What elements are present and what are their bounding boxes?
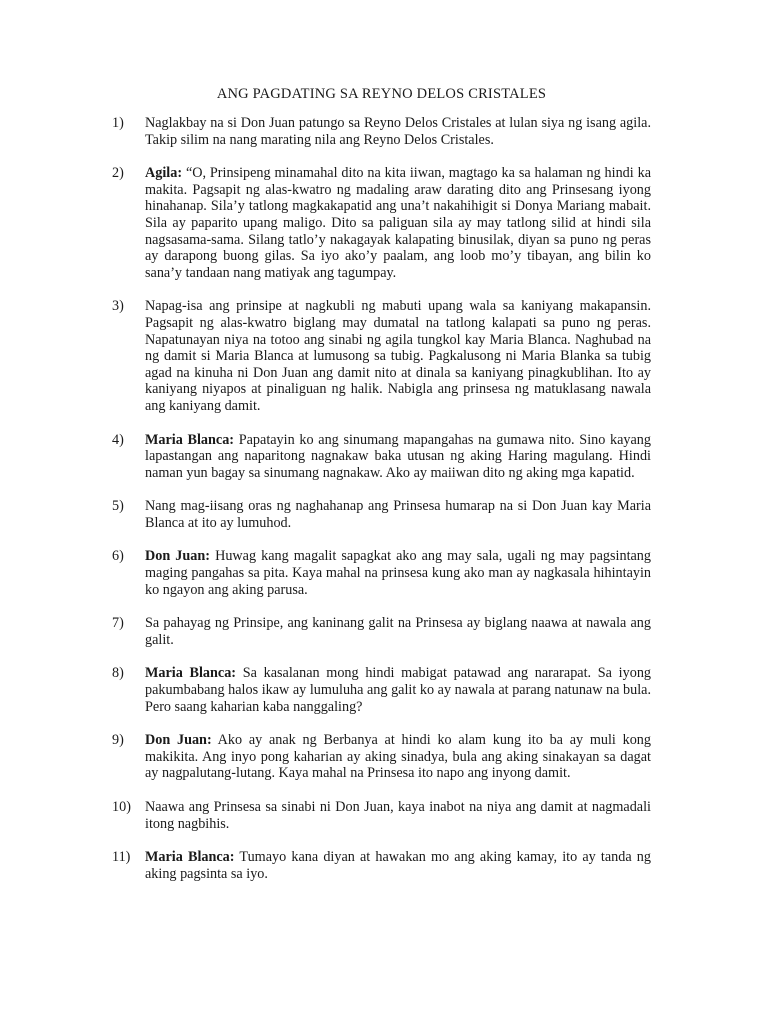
list-item [112,799,651,832]
item-body: Ako ay anak ng Berbanya at hindi ko alam kung ito ba ay muli kong makikita. Ang inyo pong kaharian ay aking sinadya, bula ang aking sinakayan sa dagat ay nagpalutang-lutang. Kaya mahal na Prinsesa ito napo ang inyong damit. [145,732,651,782]
item-text [145,432,651,482]
item-text [145,665,651,715]
item-text [145,849,651,882]
item-body: Sa kasalanan mong hindi mabigat patawad ang nararapat. Sa iyong pakumbabang halos ikaw ay lumuluha ang galit ko ay nawala at parang natunaw na bula. Pero saang kaharian kaba nanggaling? [145,665,652,715]
item-number: 9) [112,732,124,749]
item-body: Papatayin ko ang sinumang mapangahas na gumawa nito. Sino kayang lapastangan ang naparitong nagnakaw baka utusan ng aking Haring magulang. Hindi naman yun bagay sa sinumang nagnakaw. Ako ay maiiwan dito ng aking mga kapatid. [145,431,651,481]
item-number: 8) [112,665,124,682]
item-number: 1) [112,115,124,131]
item-body: Naawa ang Prinsesa sa sinabi ni Don Juan, kaya inabot na niya ang damit at nagmadali itong nagbihis. [145,799,651,832]
item-text [145,799,651,832]
numbered-list [112,115,651,882]
list-item [112,548,651,598]
list-item [112,115,651,148]
item-body: “O, Prinsipeng minamahal dito na kita iiwan, magtago ka sa halaman ng hindi ka makita. Pagsapit ng alas-kwatro ng madaling araw darating dito ang Prinsesang iyong hinahanap. Sila’y tatlong magkakapatid ang una’t nakahihigit si Donya Mariang mabait. Sila ay paparito upang maligo. Dito sa paliguan sila ay may tatlong silid at hindi sila nagsasama-sama. Silang tatlo’y nakagayak kalapating binusilak, diyan sa puno ng peras ay darapong buong gilas. Sa iyo ako’y paalam, ang loob mo’y tibayan, ang bilin ko sana’y tandaan nang matiyak ang tagumpay. [145,165,651,281]
item-text [145,165,651,281]
item-number: 6) [112,548,124,565]
document-title: ANG PAGDATING SA REYNO DELOS CRISTALES [216,86,547,102]
list-item [112,732,651,782]
list-item [112,665,651,715]
item-body: Sa pahayag ng Prinsipe, ang kaninang galit na Prinsesa ay biglang naawa at nawala ang galit. [145,615,651,648]
item-number: 3) [112,298,124,315]
item-number: 4) [112,431,124,448]
item-number: 11) [112,849,131,866]
item-body: Tumayo kana diyan at hawakan mo ang aking kamay, ito ay tanda ng aking pagsinta sa iyo. [145,849,651,882]
speaker-label: Maria Blanca: [145,665,237,682]
list-item [112,615,651,648]
item-number: 5) [112,498,124,515]
speaker-label: Don Juan: [145,548,210,565]
list-item [112,165,651,281]
list-item [112,849,651,882]
speaker-label: Maria Blanca: [145,849,235,866]
item-text [145,115,651,148]
list-item [112,298,651,414]
item-text [145,615,651,648]
item-text [145,548,651,598]
list-item [112,498,651,531]
item-body: Naglakbay na si Don Juan patungo sa Reyno Delos Cristales at lulan siya ng isang agila. Takip silim na nang marating nila ang Reyno Delos Cristales. [145,115,651,148]
item-number: 2) [112,165,124,182]
item-text [145,298,651,414]
speaker-label: Maria Blanca: [145,431,235,448]
speaker-label: Agila: [145,165,183,182]
item-body: Napag-isa ang prinsipe at nagkubli ng mabuti upang wala sa kaniyang makapansin. Pagsapit ng alas-kwatro biglang may dumatal na tatlong kalapati sa puno ng peras. Napatunayan niya na totoo ang sinabi ng agila tungkol kay Maria Blanca. Naghubad na ng damit si Maria Blanca at lumusong sa tubig. Pagkalusong ni Maria Blanka sa tubig agad na kinuha ni Don Juan ang damit nito at dinala sa kaniyang pinagkublihan. Ito ay kaniyang niyapos at pinaliguan ng halik. Nabigla ang prinsesa ng matuklasang nawala ang kaniyang damit. [145,298,651,414]
item-body: Nang mag-iisang oras ng naghahanap ang Prinsesa humarap na si Don Juan kay Maria Blanca at ito ay lumuhod. [145,498,651,531]
item-number: 10) [112,799,131,815]
item-number: 7) [112,615,124,632]
speaker-label: Don Juan: [145,732,212,749]
item-text [145,732,651,782]
list-item [112,432,651,482]
item-text [145,498,651,531]
item-body: Huwag kang magalit sapagkat ako ang may sala, ugali ng may pagsintang maging pangahas sa pita. Kaya mahal na prinsesa kung ako man ay nagkasala hihintayin ko ngayon ang aking parusa. [145,548,651,598]
